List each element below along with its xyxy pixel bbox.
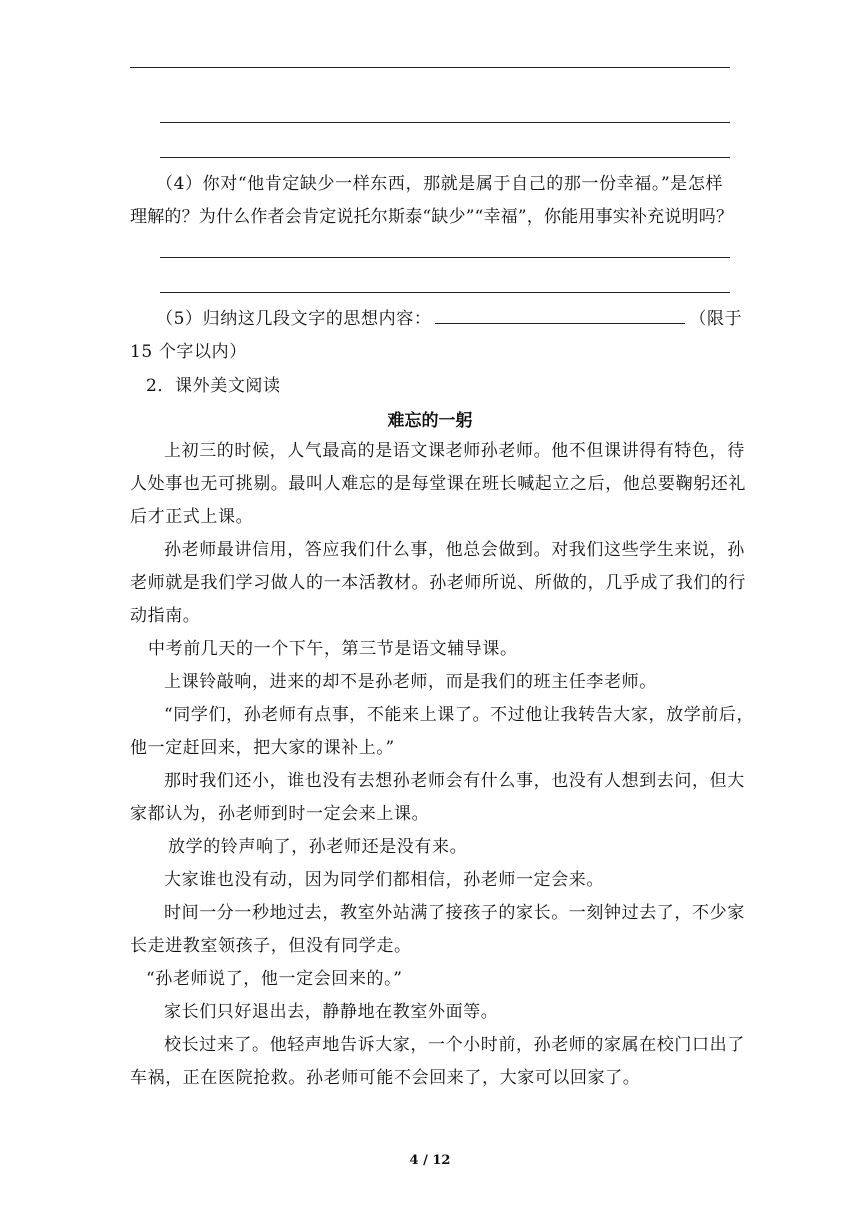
article-paragraph-line: 放学的铃声响了，孙老师还是没有来。 [168,837,468,857]
question-5-suffix: （限于 [689,309,743,329]
article-paragraph-line: “同学们，孙老师有点事，不能来上课了。不过他让我转告大家，放学前后， [164,705,755,725]
answer-line [160,257,730,258]
question-5-line-2: 15 个字以内） [130,342,247,362]
article-paragraph-line: 人处事也无可挑剔。最叫人难忘的是每堂课在班长喊起立之后，他总要鞠躬还礼 [130,474,746,494]
article-paragraph-line: 中考前几天的一个下午，第三节是语文辅导课。 [148,639,518,659]
article-paragraph-line: 时间一分一秒地过去，教室外站满了接孩子的家长。一刻钟过去了，不少家 [164,903,745,923]
answer-line [160,122,730,123]
question-5-line-1 [156,303,743,336]
article-paragraph-line: 孙老师最讲信用，答应我们什么事，他总会做到。对我们这些学生来说，孙 [164,540,745,560]
article-paragraph-line: 家都认为，孙老师到时一定会来上课。 [130,804,430,824]
article-paragraph-line: 上课铃敲响，进来的却不是孙老师，而是我们的班主任李老师。 [164,672,657,692]
article-paragraph-line: 动指南。 [130,606,201,626]
page-number: 4 / 12 [409,1153,451,1168]
article-paragraph-line: 校长过来了。他轻声地告诉大家，一个小时前，孙老师的家属在校门口出了 [164,1035,745,1055]
answer-blank [435,303,685,324]
article-paragraph-line: 车祸，正在医院抢救。孙老师可能不会回来了，大家可以回家了。 [130,1068,641,1088]
question-4-line-1: （4）你对“他肯定缺少一样东西，那就是属于自己的那一份幸福。”是怎样 [156,174,724,194]
answer-line [160,157,730,158]
question-4-line-2: 理解的？为什么作者会肯定说托尔斯泰“缺少”“幸福”，你能用事实补充说明吗？ [130,207,734,227]
article-paragraph-line: 上初三的时候，人气最高的是语文课老师孙老师。他不但课讲得有特色，待 [164,441,745,461]
answer-line [130,67,730,68]
article-paragraph-line: 老师就是我们学习做人的一本活教材。孙老师所说、所做的，几乎成了我们的行 [130,573,746,593]
article-paragraph-line: 大家谁也没有动，因为同学们都相信，孙老师一定会来。 [164,870,604,890]
question-5-prefix: （5）归纳这几段文字的思想内容： [156,309,432,329]
article-paragraph-line: 家长们只好退出去，静静地在教室外面等。 [164,1002,499,1022]
article-paragraph-line: 后才正式上课。 [130,507,254,527]
article-title: 难忘的一躬 [387,411,473,431]
section-heading: 2．课外美文阅读 [146,376,281,396]
article-paragraph-line: 长走进教室领孩子，但没有同学走。 [130,936,412,956]
article-paragraph-line: 那时我们还小，谁也没有去想孙老师会有什么事，也没有人想到去问，但大 [164,771,745,791]
article-paragraph-line: 他一定赶回来，把大家的课补上。” [130,738,395,758]
answer-line [160,292,730,293]
article-paragraph-line: “孙老师说了，他一定会回来的。” [146,969,403,989]
